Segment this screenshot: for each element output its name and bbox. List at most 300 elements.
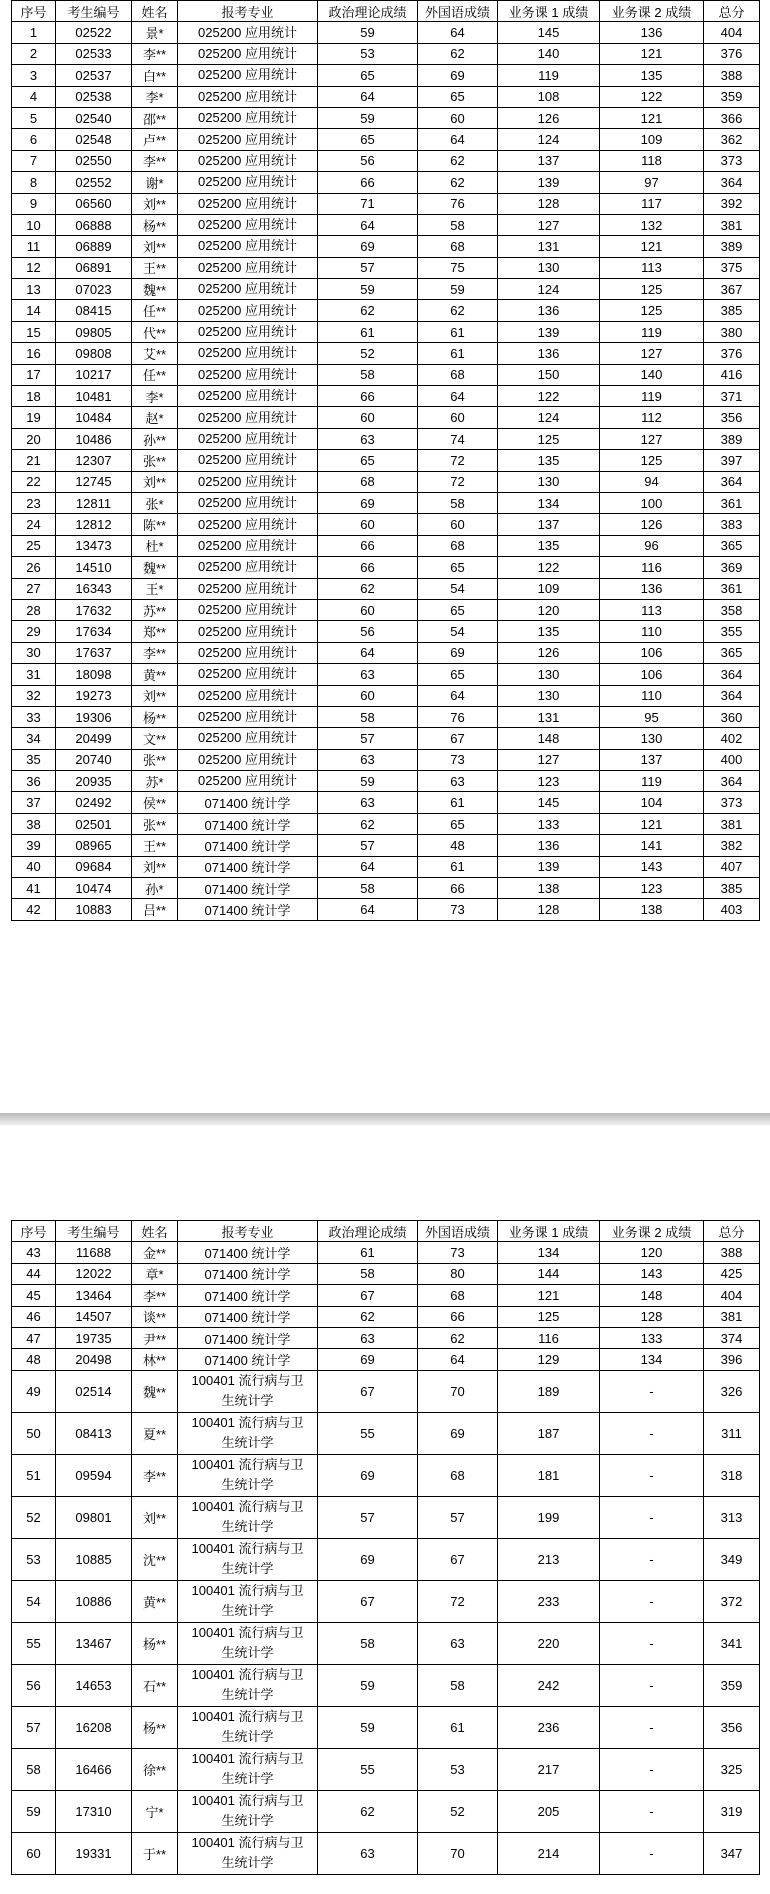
cell-politics: 63 [318,664,418,685]
header-subject-1: 业务课 1 成绩 [498,1221,600,1242]
cell-index: 29 [12,621,56,642]
header-foreign-language: 外国语成绩 [418,1,498,22]
cell-politics: 62 [318,1306,418,1327]
table-row [12,1454,760,1496]
cell-subject-2: 143 [600,856,704,877]
cell-name: 刘** [132,856,178,877]
cell-subject-2: 132 [600,214,704,235]
cell-foreign-language: 69 [418,1412,498,1454]
cell-subject-1: 136 [498,300,600,321]
cell-foreign-language: 67 [418,1538,498,1580]
table-row [12,22,760,43]
cell-major: 025200 应用统计 [178,492,318,513]
cell-index: 41 [12,878,56,899]
cell-subject-2: 125 [600,279,704,300]
score-table-page-2 [11,1220,760,1875]
cell-subject-1: 135 [498,450,600,471]
cell-subject-1: 122 [498,557,600,578]
cell-politics: 66 [318,557,418,578]
cell-foreign-language: 63 [418,1622,498,1664]
header-subject-2: 业务课 2 成绩 [600,1221,704,1242]
cell-total: 372 [704,1580,760,1622]
cell-name: 刘** [132,236,178,257]
cell-candidate-id: 17634 [56,621,132,642]
cell-name: 李** [132,150,178,171]
cell-subject-1: 124 [498,407,600,428]
cell-major: 100401 流行病与卫生统计学 [178,1580,318,1622]
cell-foreign-language: 60 [418,514,498,535]
cell-index: 57 [12,1706,56,1748]
cell-index: 35 [12,749,56,770]
cell-total: 397 [704,450,760,471]
cell-major: 025200 应用统计 [178,257,318,278]
cell-major: 071400 统计学 [178,1306,318,1327]
cell-subject-2: 135 [600,65,704,86]
cell-subject-2: 125 [600,450,704,471]
cell-candidate-id: 07023 [56,279,132,300]
cell-subject-2: 118 [600,150,704,171]
cell-total: 381 [704,813,760,834]
table-row [12,664,760,685]
cell-subject-2: - [600,1454,704,1496]
cell-index: 15 [12,321,56,342]
cell-major: 025200 应用统计 [178,535,318,556]
cell-foreign-language: 65 [418,813,498,834]
cell-candidate-id: 02548 [56,129,132,150]
table-row [12,450,760,471]
cell-candidate-id: 19735 [56,1327,132,1348]
cell-index: 37 [12,792,56,813]
cell-subject-1: 126 [498,642,600,663]
cell-major: 025200 应用统计 [178,343,318,364]
cell-politics: 58 [318,364,418,385]
cell-politics: 66 [318,172,418,193]
cell-total: 366 [704,107,760,128]
cell-total: 341 [704,1622,760,1664]
cell-index: 17 [12,364,56,385]
cell-major: 025200 应用统计 [178,621,318,642]
cell-foreign-language: 66 [418,1306,498,1327]
cell-politics: 60 [318,599,418,620]
cell-subject-1: 214 [498,1832,600,1874]
cell-politics: 71 [318,193,418,214]
cell-index: 31 [12,664,56,685]
cell-major: 025200 应用统计 [178,386,318,407]
cell-candidate-id: 17637 [56,642,132,663]
cell-subject-1: 124 [498,279,600,300]
cell-major: 025200 应用统计 [178,578,318,599]
cell-subject-1: 131 [498,706,600,727]
cell-subject-2: - [600,1370,704,1412]
table-row [12,129,760,150]
header-total: 总分 [704,1,760,22]
cell-index: 4 [12,86,56,107]
cell-total: 396 [704,1349,760,1370]
cell-candidate-id: 13467 [56,1622,132,1664]
cell-foreign-language: 52 [418,1790,498,1832]
cell-subject-1: 130 [498,685,600,706]
cell-name: 孙** [132,428,178,449]
cell-subject-2: 123 [600,878,704,899]
table-row [12,578,760,599]
cell-index: 3 [12,65,56,86]
cell-candidate-id: 10474 [56,878,132,899]
cell-major: 025200 应用统计 [178,450,318,471]
cell-total: 380 [704,321,760,342]
cell-subject-2: - [600,1748,704,1790]
cell-foreign-language: 61 [418,1706,498,1748]
cell-candidate-id: 09801 [56,1496,132,1538]
cell-index: 9 [12,193,56,214]
cell-name: 卢** [132,129,178,150]
cell-candidate-id: 12811 [56,492,132,513]
cell-total: 407 [704,856,760,877]
cell-index: 53 [12,1538,56,1580]
cell-politics: 66 [318,386,418,407]
table-row [12,257,760,278]
cell-foreign-language: 73 [418,899,498,920]
cell-politics: 57 [318,835,418,856]
cell-subject-1: 109 [498,578,600,599]
table-row [12,193,760,214]
cell-subject-2: 106 [600,664,704,685]
cell-subject-1: 126 [498,107,600,128]
cell-name: 李** [132,1454,178,1496]
cell-major: 025200 应用统计 [178,150,318,171]
table-row [12,1832,760,1874]
cell-candidate-id: 12022 [56,1263,132,1284]
cell-subject-2: - [600,1580,704,1622]
cell-name: 艾** [132,343,178,364]
cell-politics: 59 [318,771,418,792]
cell-subject-2: 119 [600,321,704,342]
cell-name: 黄** [132,1580,178,1622]
cell-total: 374 [704,1327,760,1348]
cell-politics: 58 [318,706,418,727]
cell-foreign-language: 54 [418,578,498,599]
cell-index: 5 [12,107,56,128]
cell-subject-1: 199 [498,1496,600,1538]
cell-subject-1: 124 [498,129,600,150]
cell-subject-1: 139 [498,321,600,342]
cell-index: 40 [12,856,56,877]
cell-index: 48 [12,1349,56,1370]
header-candidate-id: 考生编号 [56,1,132,22]
page-separator [0,1113,770,1125]
cell-candidate-id: 20740 [56,749,132,770]
cell-index: 44 [12,1263,56,1284]
cell-candidate-id: 16208 [56,1706,132,1748]
cell-index: 28 [12,599,56,620]
cell-name: 孙* [132,878,178,899]
cell-candidate-id: 20935 [56,771,132,792]
cell-foreign-language: 65 [418,599,498,620]
cell-candidate-id: 02538 [56,86,132,107]
cell-total: 382 [704,835,760,856]
cell-politics: 59 [318,1664,418,1706]
cell-politics: 55 [318,1748,418,1790]
cell-total: 319 [704,1790,760,1832]
cell-major: 025200 应用统计 [178,236,318,257]
cell-politics: 69 [318,492,418,513]
table-row [12,1306,760,1327]
cell-subject-1: 189 [498,1370,600,1412]
table-row [12,835,760,856]
cell-index: 27 [12,578,56,599]
cell-politics: 60 [318,514,418,535]
cell-subject-1: 138 [498,878,600,899]
cell-subject-1: 217 [498,1748,600,1790]
cell-subject-2: 137 [600,749,704,770]
cell-candidate-id: 11688 [56,1242,132,1263]
cell-total: 389 [704,236,760,257]
cell-candidate-id: 19331 [56,1832,132,1874]
cell-total: 365 [704,642,760,663]
cell-politics: 67 [318,1370,418,1412]
cell-candidate-id: 10885 [56,1538,132,1580]
cell-major: 071400 统计学 [178,1349,318,1370]
cell-subject-2: 143 [600,1263,704,1284]
cell-total: 365 [704,535,760,556]
cell-name: 魏** [132,279,178,300]
cell-politics: 60 [318,685,418,706]
cell-total: 385 [704,878,760,899]
cell-subject-1: 127 [498,749,600,770]
cell-subject-2: 120 [600,1242,704,1263]
table-row [12,300,760,321]
table-row [12,1496,760,1538]
cell-politics: 53 [318,43,418,64]
cell-name: 郑** [132,621,178,642]
cell-index: 50 [12,1412,56,1454]
cell-subject-2: 106 [600,642,704,663]
cell-candidate-id: 10883 [56,899,132,920]
cell-index: 56 [12,1664,56,1706]
cell-subject-2: 119 [600,386,704,407]
cell-name: 任** [132,364,178,385]
cell-name: 杨** [132,1706,178,1748]
cell-foreign-language: 60 [418,407,498,428]
table-row [12,1664,760,1706]
cell-total: 356 [704,407,760,428]
cell-major: 100401 流行病与卫生统计学 [178,1454,318,1496]
cell-subject-2: 141 [600,835,704,856]
cell-total: 389 [704,428,760,449]
header-politics: 政治理论成绩 [318,1,418,22]
cell-subject-1: 130 [498,257,600,278]
cell-politics: 58 [318,1263,418,1284]
table-row [12,557,760,578]
cell-major: 071400 统计学 [178,1242,318,1263]
table-row [12,728,760,749]
cell-politics: 59 [318,1706,418,1748]
cell-foreign-language: 59 [418,279,498,300]
cell-foreign-language: 60 [418,107,498,128]
cell-index: 52 [12,1496,56,1538]
cell-politics: 69 [318,236,418,257]
header-name: 姓名 [132,1221,178,1242]
cell-index: 58 [12,1748,56,1790]
cell-subject-1: 133 [498,813,600,834]
cell-candidate-id: 02492 [56,792,132,813]
cell-foreign-language: 75 [418,257,498,278]
cell-foreign-language: 63 [418,771,498,792]
cell-subject-2: 121 [600,813,704,834]
cell-major: 025200 应用统计 [178,642,318,663]
cell-total: 347 [704,1832,760,1874]
cell-major: 025200 应用统计 [178,65,318,86]
cell-politics: 64 [318,899,418,920]
cell-name: 陈** [132,514,178,535]
cell-candidate-id: 17310 [56,1790,132,1832]
table-row [12,107,760,128]
cell-subject-2: 127 [600,428,704,449]
cell-subject-1: 145 [498,22,600,43]
cell-major: 071400 统计学 [178,1327,318,1348]
cell-total: 364 [704,172,760,193]
header-row [12,1221,760,1242]
header-total: 总分 [704,1221,760,1242]
cell-major: 025200 应用统计 [178,129,318,150]
cell-politics: 68 [318,471,418,492]
cell-candidate-id: 20498 [56,1349,132,1370]
cell-subject-2: - [600,1832,704,1874]
table-row [12,428,760,449]
cell-subject-1: 134 [498,1242,600,1263]
table-row [12,899,760,920]
cell-subject-1: 125 [498,1306,600,1327]
table-row [12,86,760,107]
cell-subject-1: 128 [498,899,600,920]
table-row [12,471,760,492]
cell-foreign-language: 54 [418,621,498,642]
cell-subject-1: 150 [498,364,600,385]
cell-total: 364 [704,471,760,492]
cell-major: 025200 应用统计 [178,279,318,300]
cell-subject-1: 236 [498,1706,600,1748]
cell-index: 46 [12,1306,56,1327]
cell-index: 14 [12,300,56,321]
table-row [12,642,760,663]
cell-index: 6 [12,129,56,150]
cell-major: 100401 流行病与卫生统计学 [178,1370,318,1412]
table-row [12,599,760,620]
header-foreign-language: 外国语成绩 [418,1221,498,1242]
cell-candidate-id: 09805 [56,321,132,342]
cell-foreign-language: 70 [418,1832,498,1874]
table-body-page-2 [12,1242,760,1874]
cell-index: 22 [12,471,56,492]
cell-name: 白** [132,65,178,86]
table-row [12,279,760,300]
cell-name: 林** [132,1349,178,1370]
cell-total: 392 [704,193,760,214]
cell-index: 10 [12,214,56,235]
document-page-1 [0,0,770,921]
header-candidate-id: 考生编号 [56,1221,132,1242]
cell-foreign-language: 61 [418,321,498,342]
cell-candidate-id: 10886 [56,1580,132,1622]
cell-major: 100401 流行病与卫生统计学 [178,1538,318,1580]
cell-major: 100401 流行病与卫生统计学 [178,1622,318,1664]
cell-total: 369 [704,557,760,578]
table-row [12,1370,760,1412]
table-row [12,236,760,257]
cell-major: 100401 流行病与卫生统计学 [178,1748,318,1790]
cell-subject-2: 109 [600,129,704,150]
cell-subject-2: 138 [600,899,704,920]
cell-subject-2: 148 [600,1285,704,1306]
cell-foreign-language: 72 [418,1580,498,1622]
cell-name: 景* [132,22,178,43]
table-row [12,514,760,535]
cell-name: 杨** [132,1622,178,1664]
cell-subject-2: 110 [600,685,704,706]
cell-major: 071400 统计学 [178,813,318,834]
cell-candidate-id: 16343 [56,578,132,599]
cell-foreign-language: 62 [418,300,498,321]
cell-foreign-language: 62 [418,172,498,193]
cell-foreign-language: 64 [418,1349,498,1370]
cell-subject-2: 116 [600,557,704,578]
cell-total: 360 [704,706,760,727]
cell-total: 364 [704,685,760,706]
cell-politics: 67 [318,1285,418,1306]
table-row [12,1622,760,1664]
header-name: 姓名 [132,1,178,22]
cell-total: 355 [704,621,760,642]
table-row [12,364,760,385]
cell-major: 025200 应用统计 [178,557,318,578]
cell-name: 张** [132,813,178,834]
cell-major: 071400 统计学 [178,1263,318,1284]
cell-candidate-id: 20499 [56,728,132,749]
cell-index: 19 [12,407,56,428]
header-politics: 政治理论成绩 [318,1221,418,1242]
table-row [12,792,760,813]
cell-candidate-id: 09594 [56,1454,132,1496]
cell-name: 任** [132,300,178,321]
cell-subject-2: 140 [600,364,704,385]
cell-major: 025200 应用统计 [178,193,318,214]
header-index: 序号 [12,1,56,22]
cell-total: 388 [704,1242,760,1263]
cell-politics: 66 [318,535,418,556]
cell-subject-2: 133 [600,1327,704,1348]
cell-subject-1: 139 [498,856,600,877]
cell-foreign-language: 73 [418,1242,498,1263]
cell-index: 13 [12,279,56,300]
cell-subject-1: 137 [498,150,600,171]
cell-foreign-language: 57 [418,1496,498,1538]
cell-name: 魏** [132,1370,178,1412]
cell-foreign-language: 62 [418,150,498,171]
table-body-page-1 [12,22,760,920]
cell-total: 371 [704,386,760,407]
cell-foreign-language: 61 [418,792,498,813]
cell-candidate-id: 02550 [56,150,132,171]
cell-subject-1: 187 [498,1412,600,1454]
cell-foreign-language: 58 [418,492,498,513]
cell-index: 39 [12,835,56,856]
cell-major: 100401 流行病与卫生统计学 [178,1664,318,1706]
cell-candidate-id: 08413 [56,1412,132,1454]
cell-index: 16 [12,343,56,364]
cell-name: 苏* [132,771,178,792]
cell-politics: 62 [318,813,418,834]
cell-politics: 62 [318,578,418,599]
table-row [12,1349,760,1370]
